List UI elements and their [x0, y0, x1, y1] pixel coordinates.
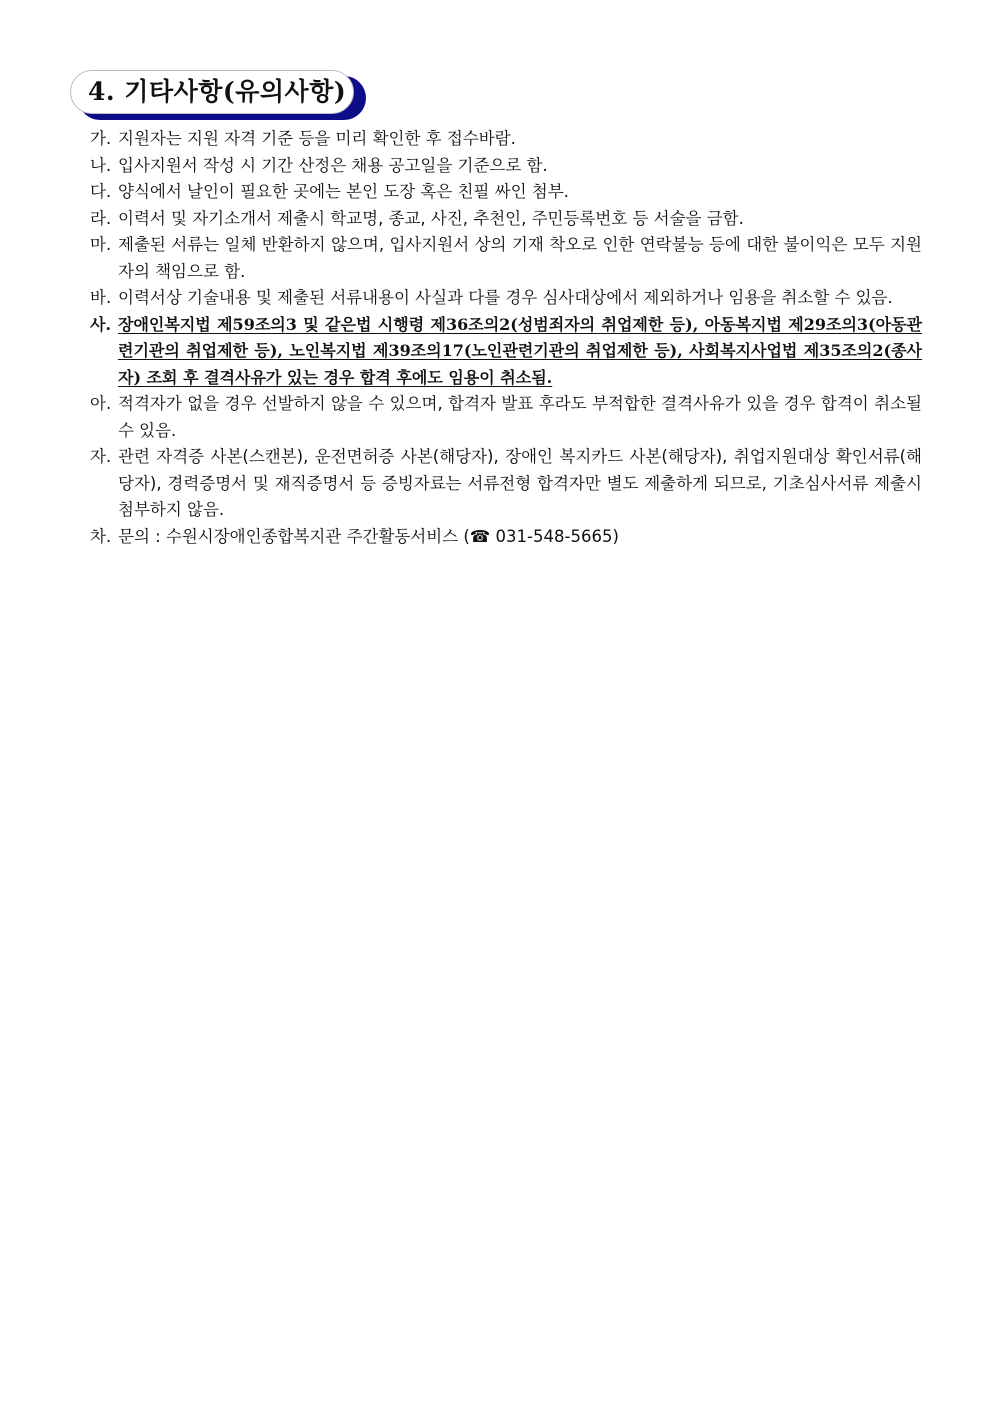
note-ja [90, 444, 922, 524]
note-marker: 나. [90, 155, 112, 175]
note-marker: 자. [90, 447, 112, 466]
note-cha-contact [90, 524, 922, 551]
note-ba [90, 285, 922, 312]
note-text: 문의 : 수원시장애인종합복지관 주간활동서비스 (☎ 031-548-5665) [118, 526, 619, 546]
note-text: 양식에서 날인이 필요한 곳에는 본인 도장 혹은 친필 싸인 첨부. [118, 182, 569, 201]
note-marker: 사. [90, 314, 112, 334]
note-da [90, 179, 922, 206]
note-marker: 가. [90, 129, 112, 148]
note-sa-emphasized [90, 312, 922, 392]
note-text: 적격자가 없을 경우 선발하지 않을 수 있으며, 합격자 발표 후라도 부적합한 결격사유가 있을 경우 합격이 취소될 수 있음. [118, 394, 922, 440]
note-text: 이력서 및 자기소개서 제출시 학교명, 종교, 사진, 추천인, 주민등록번호 등 서술을 금함. [118, 208, 744, 228]
note-text: 입사지원서 작성 시 기간 산정은 채용 공고일을 기준으로 함. [118, 155, 548, 175]
note-marker: 차. [90, 526, 112, 546]
note-marker: 다. [90, 182, 112, 201]
note-text: 이력서상 기술내용 및 제출된 서류내용이 사실과 다를 경우 심사대상에서 제외하거나 임용을 취소할 수 있음. [118, 288, 893, 307]
note-ga [90, 126, 922, 153]
note-na [90, 153, 922, 180]
note-a [90, 391, 922, 444]
note-marker: 아. [90, 394, 112, 413]
notes-list [90, 126, 922, 550]
section-title: 4. 기타사항(유의사항) [88, 77, 347, 106]
note-text: 장애인복지법 제59조의3 및 같은법 시행령 제36조의2(성범죄자의 취업제한 등), 아동복지법 제29조의3(아동관련기관의 취업제한 등), 노인복지법 제39조의17(노인관련기관의 취업제한 등), 사회복지사업법 제35조의2(종사자) 조회 후 결격사유가 있는 경우 합격 후에도 임용이 취소됨. [118, 314, 922, 387]
note-marker: 마. [90, 235, 112, 254]
note-text: 제출된 서류는 일체 반환하지 않으며, 입사지원서 상의 기재 착오로 인한 연락불능 등에 대한 불이익은 모두 지원자의 책임으로 함. [118, 235, 922, 281]
note-ra [90, 206, 922, 233]
note-text: 관련 자격증 사본(스캔본), 운전면허증 사본(해당자), 장애인 복지카드 사본(해당자), 취업지원대상 확인서류(해당자), 경력증명서 및 재직증명서 등 증빙자료는 서류전형 합격자만 별도 제출하게 되므로, 기초심사서류 제출시 첨부하지 않음. [118, 447, 922, 519]
section-header [70, 70, 366, 122]
note-marker: 바. [90, 288, 112, 307]
note-marker: 라. [90, 208, 112, 228]
note-ma [90, 232, 922, 285]
note-text: 지원자는 지원 자격 기준 등을 미리 확인한 후 접수바람. [118, 129, 516, 148]
